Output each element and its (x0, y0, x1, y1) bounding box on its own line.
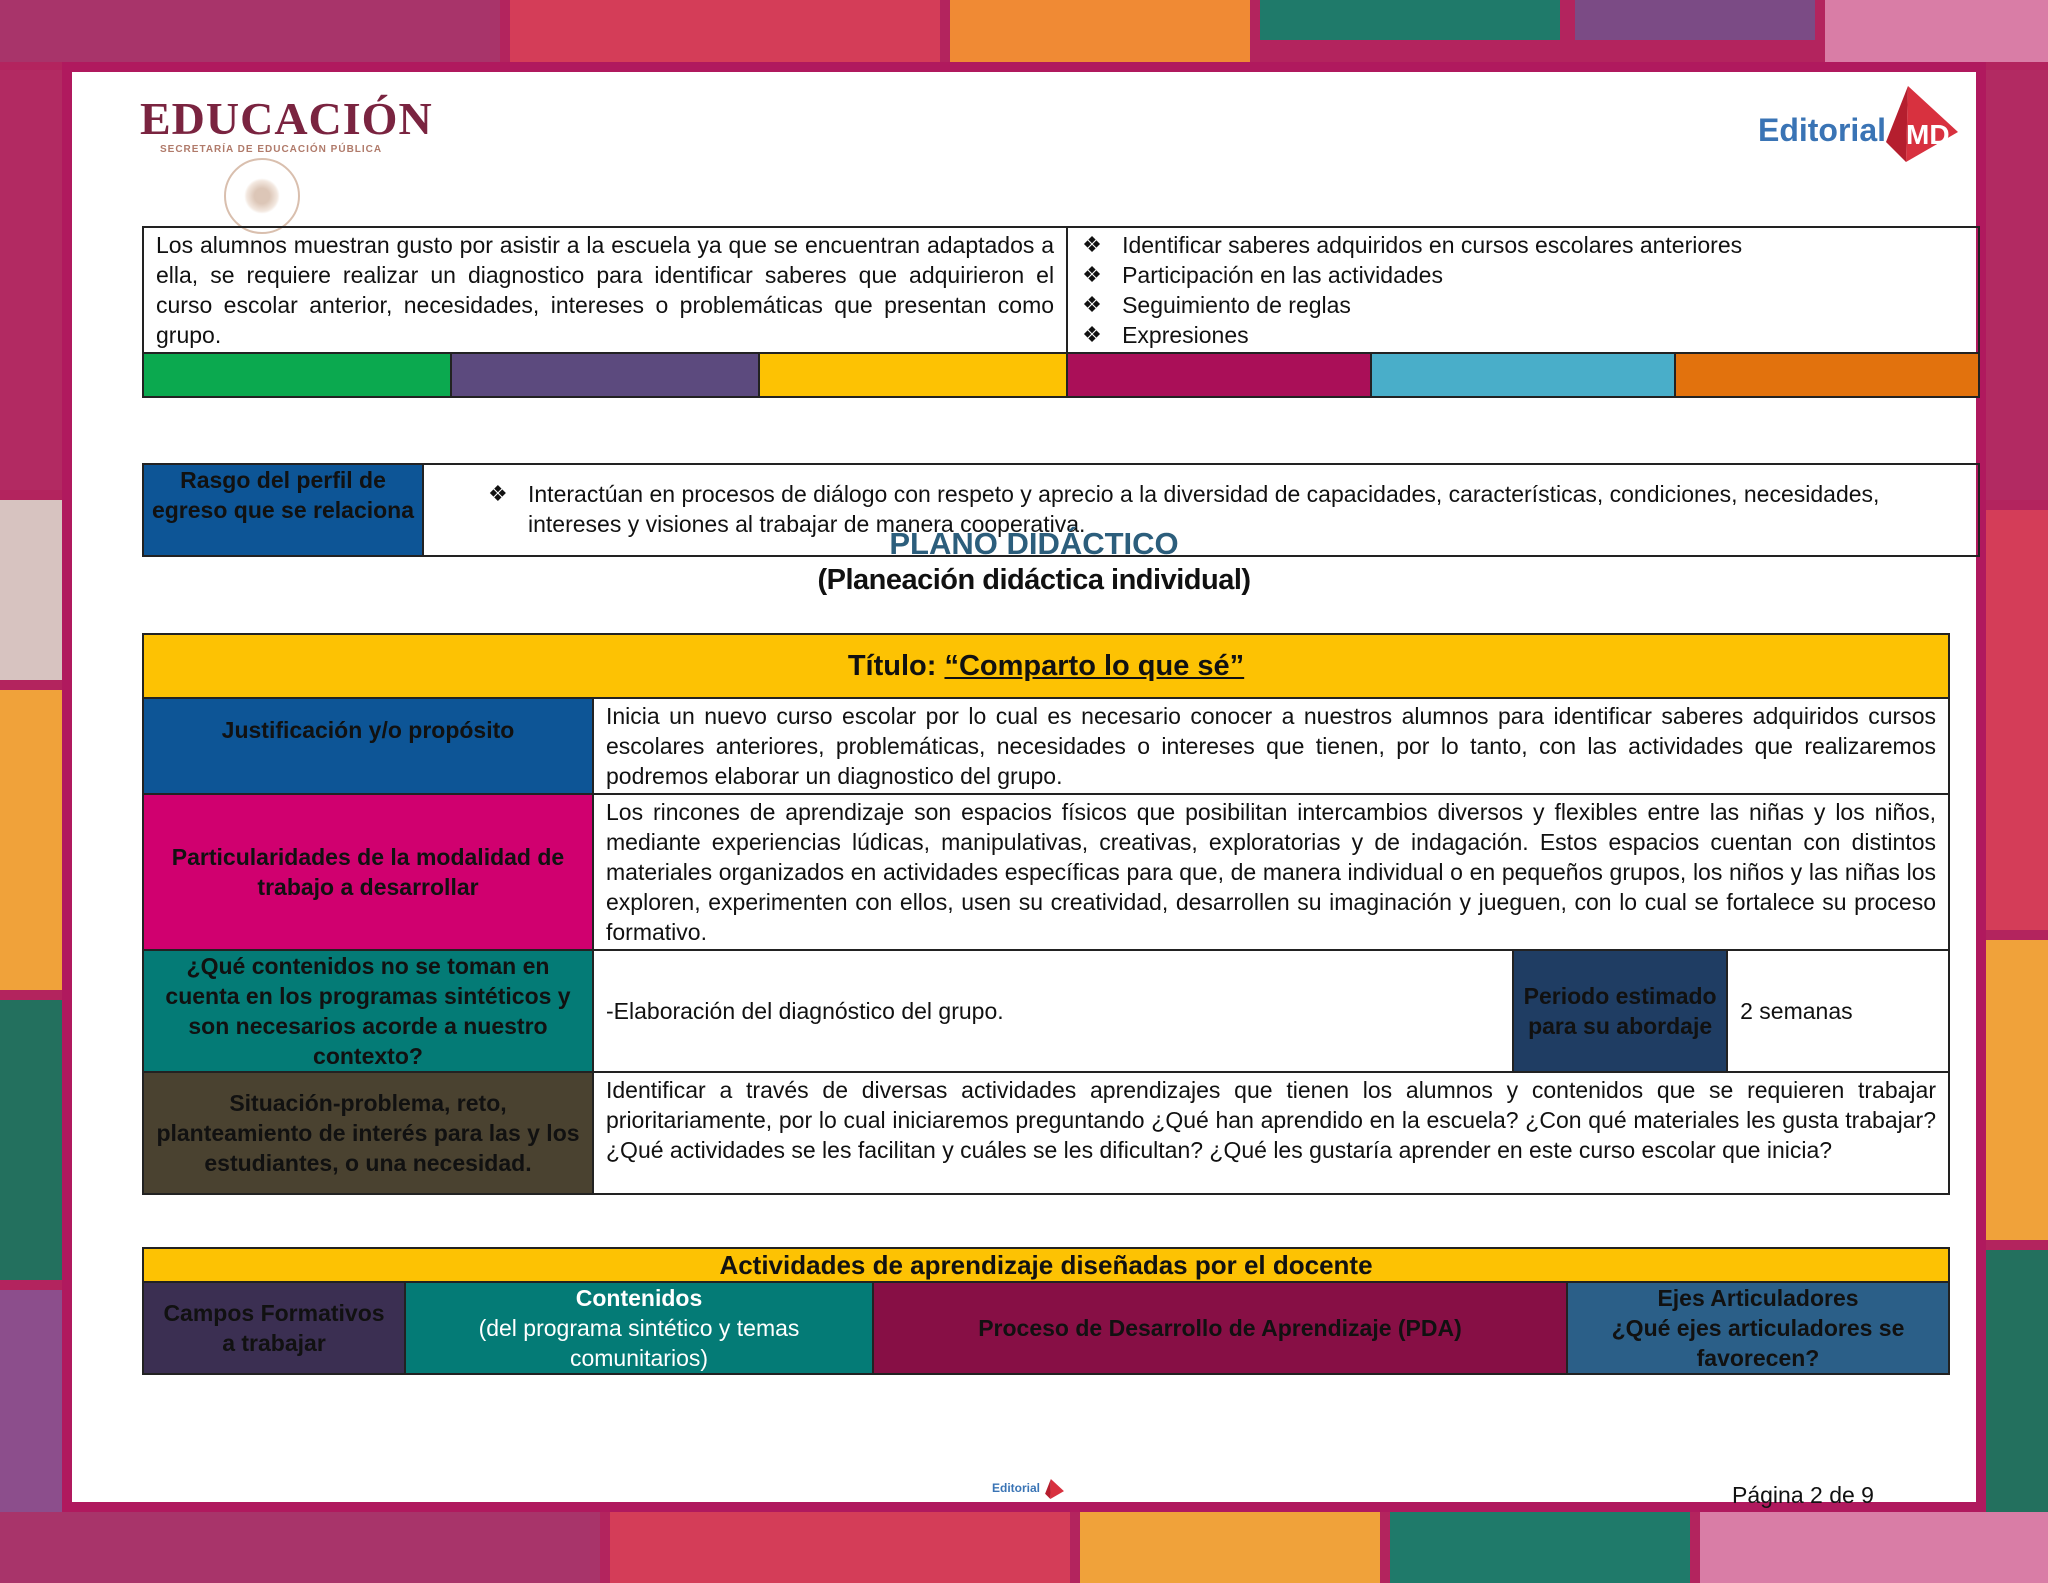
bg-tile (1080, 1512, 1380, 1583)
contents-text: -Elaboración del diagnóstico del grupo. (593, 950, 1513, 1072)
col-pda: Proceso de Desarrollo de Aprendizaje (PDA) (873, 1282, 1567, 1374)
bg-tile (1390, 1512, 1690, 1583)
diamond-bullet-icon: ❖ (1082, 232, 1102, 257)
diamond-bullet-icon: ❖ (1082, 292, 1102, 317)
bg-tile (1986, 70, 2048, 500)
bg-tile (950, 0, 1250, 62)
col-contenidos (405, 1282, 873, 1374)
col-ejes-sub: ¿Qué ejes articuladores se favorecen? (1611, 1315, 1905, 1371)
bg-tile (0, 500, 62, 680)
plan-title-row (143, 634, 1949, 698)
col-contenidos-title: Contenidos (575, 1285, 703, 1311)
situation-label: Situación-problema, reto, planteamiento de interés para las y los estudiantes, o una necesidad. (143, 1072, 593, 1194)
activities-table (142, 1247, 1950, 1375)
editorial-md-logo-icon (1878, 82, 1962, 166)
bg-tile (1825, 0, 2048, 62)
justification-text: Inicia un nuevo curso escolar por lo cual es necesario conocer a nuestros alumnos para identificar saberes adquiridos cursos escolares anteriores, problemáticas, necesidades o intereses que tienen, por lo tanto, con las actividades que realizaremos podremos elaborar un diagnostico del grupo. (593, 698, 1949, 794)
contents-label: ¿Qué contenidos no se toman en cuenta en los programas sintéticos y son necesarios acorde a nuestro contexto? (143, 950, 593, 1072)
criteria-list (1076, 230, 1970, 350)
bg-tile (0, 1512, 600, 1583)
footer-logo-text: Editorial (992, 1481, 1041, 1496)
color-band-yellow (759, 353, 1067, 397)
bg-tile (510, 0, 940, 62)
color-band-magenta (1067, 353, 1371, 397)
bg-tile (1260, 0, 1560, 40)
editorial-logo-text: Editorial (1757, 112, 1886, 148)
period-label: Periodo estimado para su abordaje (1513, 950, 1727, 1072)
bg-tile (0, 70, 62, 490)
profile-label: Rasgo del perfil de egreso que se relaciona (143, 464, 423, 556)
bg-tile (1575, 0, 1815, 40)
sep-logo-subtitle: SECRETARÍA DE EDUCACIÓN PÚBLICA (160, 144, 383, 155)
situation-text: Identificar a través de diversas actividades aprendizajes que tienen los alumnos y contenidos que se requieren trabajar prioritariamente, por lo cual iniciaremos preguntando ¿Qué han aprendido en la escuela? ¿Con qué materiales les gusta trabajar? ¿Qué actividades se les facilitan y cuáles se les dificultan? ¿Qué les gustaría aprender en este curso escolar que inicia? (593, 1072, 1949, 1194)
diamond-bullet-icon: ❖ (1082, 322, 1102, 347)
modality-label: Particularidades de la modalidad de trabajo a desarrollar (143, 794, 593, 950)
criteria-item: ❖ Seguimiento de reglas (1082, 292, 1351, 318)
color-band-green (143, 353, 451, 397)
activities-header: Actividades de aprendizaje diseñadas por el docente (143, 1248, 1949, 1282)
diamond-bullet-icon: ❖ (1082, 262, 1102, 287)
md-mark: MD (1906, 119, 1950, 150)
period-value: 2 semanas (1727, 950, 1949, 1072)
color-band-orange (1675, 353, 1979, 397)
color-band-cyan (1371, 353, 1675, 397)
criteria-item: ❖ Participación en las actividades (1082, 262, 1443, 288)
color-band (143, 353, 1979, 397)
criteria-cell (1067, 227, 1979, 353)
diagnosis-text: Los alumnos muestran gusto por asistir a la escuela ya que se encuentran adaptados a ella, se requiere realizar un diagnostico para identificar saberes que adquirieron el curso escolar anterior, necesidades, intereses o problemáticas que presentan como grupo. (143, 227, 1067, 353)
bg-tile (0, 0, 500, 62)
color-band-purple (451, 353, 759, 397)
col-ejes (1567, 1282, 1949, 1374)
justification-label: Justificación y/o propósito (143, 698, 593, 794)
profile-item: ❖ Interactúan en procesos de diálogo con respeto y aprecio a la diversidad de capacidades, características, condiciones, necesidades, intereses y visiones al trabajar de manera cooperativa. (488, 481, 1880, 537)
sep-logo-title: EDUCACIÓN (140, 93, 433, 144)
plan-table (142, 633, 1950, 1195)
footer-md-logo-icon (1043, 1478, 1065, 1500)
diamond-bullet-icon: ❖ (488, 481, 508, 506)
plano-title: PLANO DIDÁCTICO (889, 526, 1179, 561)
title-label: Título: (847, 650, 945, 682)
criteria-item: ❖ Identificar saberes adquiridos en cursos escolares anteriores (1082, 232, 1743, 258)
diagnosis-table (142, 226, 1980, 398)
national-seal-icon (224, 158, 300, 234)
col-campos: Campos Formativos a trabajar (143, 1282, 405, 1374)
page-number: Página 2 de 9 (1732, 1482, 1874, 1508)
footer-editorial-logo (992, 1478, 1065, 1500)
bg-tile (610, 1512, 1070, 1583)
bg-tile (0, 1000, 62, 1280)
col-contenidos-sub: (del programa sintético y temas comunitarios) (478, 1315, 800, 1371)
criteria-item: ❖ Expresiones (1082, 322, 1249, 348)
bg-tile (1986, 940, 2048, 1240)
plano-subtitle: (Planeación didáctica individual) (817, 564, 1251, 596)
modality-text: Los rincones de aprendizaje son espacios físicos que posibilitan intercambios diversos y flexibles entre las niñas y los niños, mediante experiencias lúdicas, manipulativas, creativas, exploratorias y de indagación. Estos espacios cuentan con distintos materiales organizados en actividades específicas para que, de manera individual o en pequeños grupos, los niños y las niñas los exploren, experimenten con ellos, usen su creatividad, desarrollen su imaginación y jueguen, con lo cual se fortalece su proceso formativo. (593, 794, 1949, 950)
col-ejes-title: Ejes Articuladores (1657, 1285, 1859, 1311)
bg-tile (1700, 1512, 2048, 1583)
bg-tile (0, 690, 62, 990)
title-value: “Comparto lo que sé” (944, 650, 1245, 682)
document-page (62, 62, 1986, 1512)
